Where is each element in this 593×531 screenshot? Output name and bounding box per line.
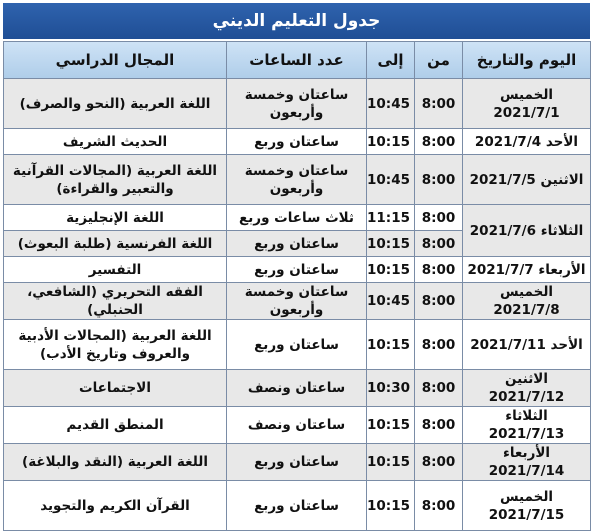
cell-from: 8:00 — [415, 283, 463, 320]
cell-field: اللغة العربية (النقد والبلاغة) — [4, 444, 227, 481]
cell-to: 10:45 — [367, 79, 415, 129]
table-row — [4, 444, 591, 481]
table-row — [4, 129, 591, 155]
cell-field: اللغة الفرنسية (طلبة البعوث) — [4, 231, 227, 257]
table-row — [4, 407, 591, 444]
cell-from: 8:00 — [415, 444, 463, 481]
cell-field: التفسير — [4, 257, 227, 283]
cell-field: الفقه التحريري (الشافعي، الحنبلي) — [4, 283, 227, 320]
table-title: جدول التعليم الديني — [3, 3, 590, 39]
cell-day: الاثنين 2021/7/12 — [463, 370, 591, 407]
table-row — [4, 155, 591, 205]
table-row — [4, 257, 591, 283]
cell-field: القرآن الكريم والتجويد — [4, 481, 227, 531]
cell-from: 8:00 — [415, 320, 463, 370]
cell-from: 8:00 — [415, 257, 463, 283]
cell-hours: ساعتان وخمسة وأربعون — [227, 79, 367, 129]
header-hours: عدد الساعات — [227, 42, 367, 79]
cell-to: 10:15 — [367, 231, 415, 257]
cell-to: 10:45 — [367, 155, 415, 205]
header-day: اليوم والتاريخ — [463, 42, 591, 79]
cell-day: الخميس 2021/7/1 — [463, 79, 591, 129]
cell-hours: ساعتان وربع — [227, 231, 367, 257]
cell-field: اللغة العربية (المجالات القرآنية والتعبير والقراءة) — [4, 155, 227, 205]
cell-field: الحديث الشريف — [4, 129, 227, 155]
table-row — [4, 283, 591, 320]
cell-day: الاثنين 2021/7/5 — [463, 155, 591, 205]
cell-day: الأحد 2021/7/4 — [463, 129, 591, 155]
cell-from: 8:00 — [415, 231, 463, 257]
header-to: إلى — [367, 42, 415, 79]
cell-to: 10:45 — [367, 283, 415, 320]
cell-to: 10:15 — [367, 129, 415, 155]
cell-hours: ساعتان وربع — [227, 257, 367, 283]
cell-field: المنطق القديم — [4, 407, 227, 444]
cell-hours: ثلاث ساعات وربع — [227, 205, 367, 231]
header-from: من — [415, 42, 463, 79]
cell-from: 8:00 — [415, 129, 463, 155]
table-row — [4, 481, 591, 531]
cell-day: الخميس 2021/7/8 — [463, 283, 591, 320]
table-row — [4, 370, 591, 407]
cell-from: 8:00 — [415, 481, 463, 531]
cell-field: الاجتماعات — [4, 370, 227, 407]
cell-hours: ساعتان وخمسة وأربعون — [227, 155, 367, 205]
cell-from: 8:00 — [415, 155, 463, 205]
schedule-table — [3, 41, 591, 531]
cell-from: 8:00 — [415, 407, 463, 444]
header-row — [4, 42, 591, 79]
cell-day: الأربعاء 2021/7/7 — [463, 257, 591, 283]
cell-hours: ساعتان ونصف — [227, 370, 367, 407]
cell-hours: ساعتان وخمسة وأربعون — [227, 283, 367, 320]
cell-to: 10:15 — [367, 481, 415, 531]
cell-day: الأربعاء 2021/7/14 — [463, 444, 591, 481]
cell-to: 10:30 — [367, 370, 415, 407]
cell-field: اللغة العربية (المجالات الأدبية والعروف وتاريخ الأدب) — [4, 320, 227, 370]
cell-day: الثلاثاء 2021/7/13 — [463, 407, 591, 444]
cell-hours: ساعتان وربع — [227, 444, 367, 481]
cell-field: اللغة العربية (النحو والصرف) — [4, 79, 227, 129]
table-row — [4, 320, 591, 370]
cell-hours: ساعتان وربع — [227, 481, 367, 531]
cell-to: 10:15 — [367, 257, 415, 283]
cell-to: 10:15 — [367, 444, 415, 481]
cell-day: الثلاثاء 2021/7/6 — [463, 205, 591, 257]
cell-day: الخميس 2021/7/15 — [463, 481, 591, 531]
header-field: المجال الدراسي — [4, 42, 227, 79]
cell-day: الأحد 2021/7/11 — [463, 320, 591, 370]
table-row — [4, 79, 591, 129]
table-row — [4, 205, 591, 231]
cell-to: 10:15 — [367, 407, 415, 444]
cell-field: اللغة الإنجليزية — [4, 205, 227, 231]
cell-from: 8:00 — [415, 370, 463, 407]
cell-from: 8:00 — [415, 79, 463, 129]
cell-to: 11:15 — [367, 205, 415, 231]
cell-hours: ساعتان وربع — [227, 129, 367, 155]
cell-hours: ساعتان ونصف — [227, 407, 367, 444]
cell-from: 8:00 — [415, 205, 463, 231]
cell-to: 10:15 — [367, 320, 415, 370]
cell-hours: ساعتان وربع — [227, 320, 367, 370]
